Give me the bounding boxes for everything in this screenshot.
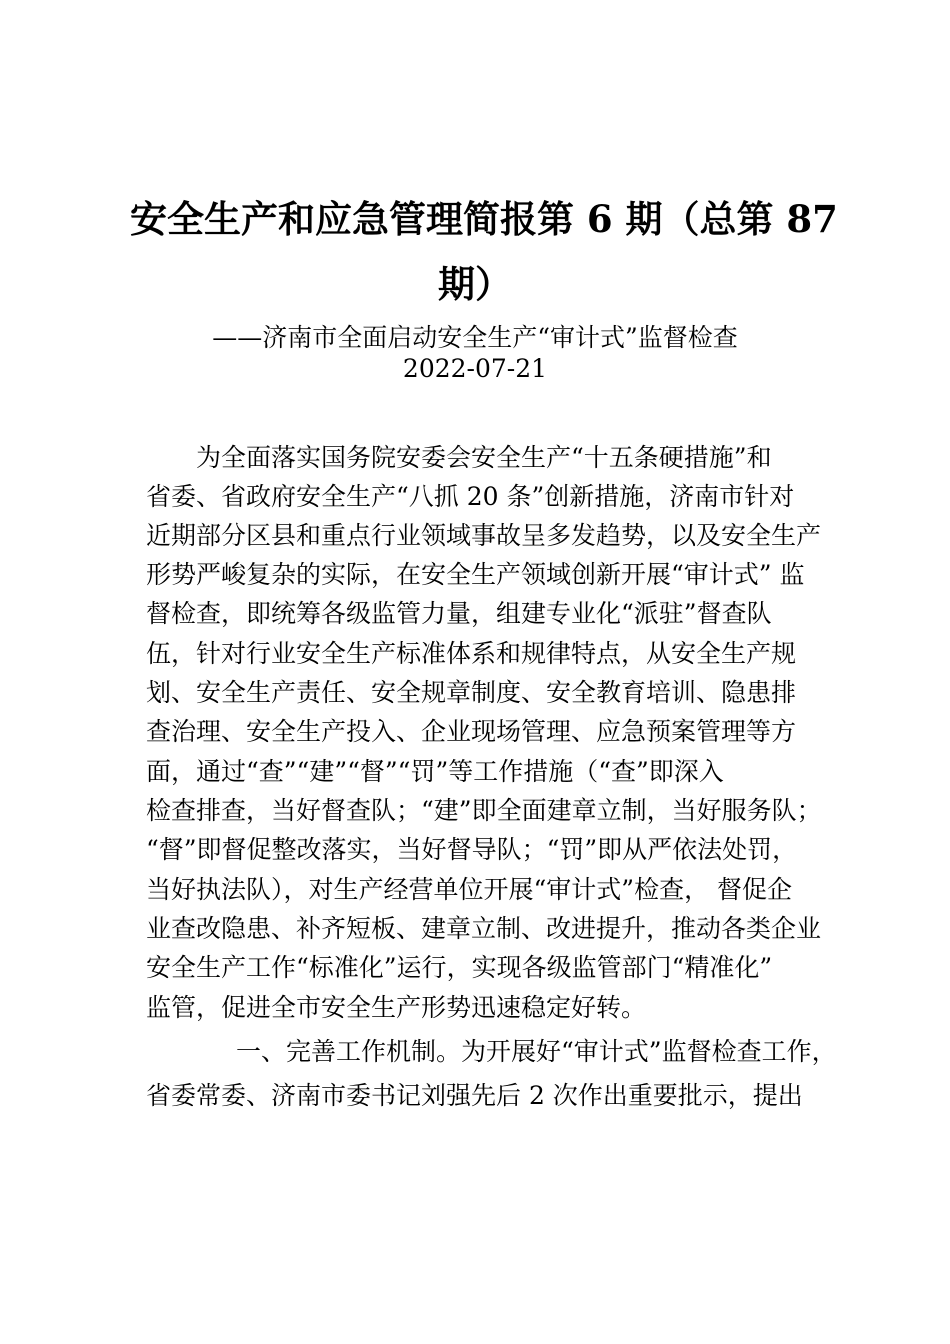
document-title-line-2: 期） <box>438 262 512 306</box>
paragraph-1-line: 近期部分区县和重点行业领域事故呈多发趋势，以及安全生产 <box>146 521 822 550</box>
paragraph-1-line: 业查改隐患、补齐短板、建章立制、改进提升，推动各类企业 <box>146 914 822 943</box>
paragraph-2-line: 一、完善工作机制。为开展好“审计式”监督检查工作， <box>236 1037 837 1066</box>
paragraph-1-line: 省委、省政府安全生产“八抓 20 条”创新措施，济南市针对 <box>146 482 795 511</box>
document-subtitle: ——济南市全面启动安全生产“审计式”监督检查 <box>212 323 738 352</box>
paragraph-1-line: 检查排查，当好督查队；“建”即全面建章立制，当好服务队； <box>146 796 822 825</box>
paragraph-1-line: “督”即督促整改落实，当好督导队；“罚”即从严依法处罚， <box>146 835 798 864</box>
document-title-line-1: 安全生产和应急管理简报第 6 期（总第 87 <box>130 197 838 241</box>
paragraph-1-line: 为全面落实国务院安委会安全生产“十五条硬措施”和 <box>196 443 772 472</box>
paragraph-1-line: 监管，促进全市安全生产形势迅速稳定好转。 <box>146 993 647 1022</box>
paragraph-1-line: 形势严峻复杂的实际，在安全生产领域创新开展“审计式” 监 <box>146 560 805 589</box>
paragraph-1-line: 当好执法队），对生产经营单位开展“审计式”检查， 督促企 <box>146 875 793 904</box>
paragraph-1-line: 安全生产工作“标准化”运行，实现各级监管部门“精准化” <box>146 953 773 982</box>
paragraph-1-line: 督检查，即统筹各级监管力量，组建专业化“派驻”督查队 <box>146 599 772 628</box>
paragraph-1-line: 面，通过“查”“建”“督”“罚”等工作措施（“查”即深入 <box>146 757 724 786</box>
paragraph-1-line: 伍，针对行业安全生产标准体系和规律特点，从安全生产规 <box>146 639 797 668</box>
document-date: 2022-07-21 <box>402 354 548 383</box>
paragraph-2-line: 省委常委、济南市委书记刘强先后 2 次作出重要批示，提出 <box>146 1081 803 1110</box>
paragraph-1-line: 查治理、安全生产投入、企业现场管理、应急预案管理等方 <box>146 717 797 746</box>
paragraph-1-line: 划、安全生产责任、安全规章制度、安全教育培训、隐患排 <box>146 678 797 707</box>
